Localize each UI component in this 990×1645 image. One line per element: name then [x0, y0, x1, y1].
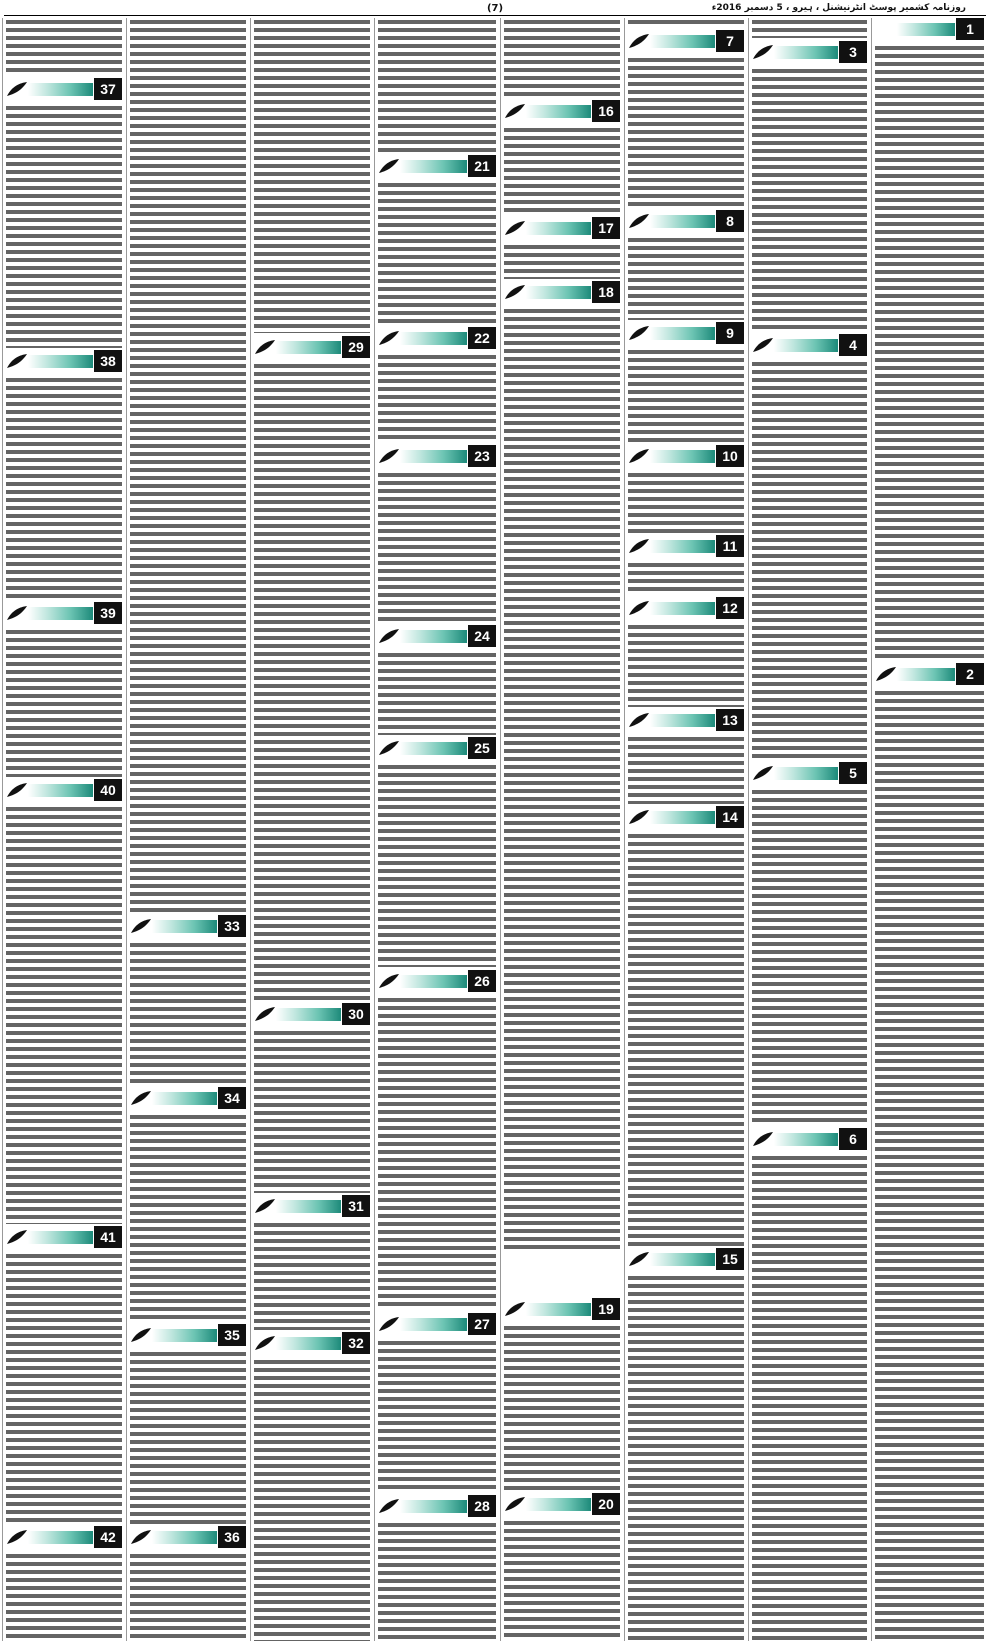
item-number-badge: 42: [94, 1526, 122, 1548]
item-header: [6, 779, 122, 803]
newspaper-dateline: روزنامہ کشمیر پوسٹ انٹرنیشنل ، ہیرو ، 5 دسمبر 2016ء: [711, 3, 966, 13]
item-number-badge: 39: [94, 602, 122, 624]
item-header: [752, 762, 867, 786]
item-header: [254, 1332, 370, 1356]
header-bar: [28, 607, 93, 620]
leaf-icon: [378, 628, 400, 645]
item-number-badge: 7: [716, 30, 744, 52]
news-item-continued: [130, 18, 246, 913]
item-number-badge: 10: [716, 445, 744, 467]
item-number-badge: 3: [839, 41, 867, 63]
header-bar: [152, 1329, 217, 1342]
leaf-icon: [752, 765, 774, 782]
news-item-6: [752, 1128, 867, 1641]
header-bar: [650, 35, 715, 48]
leaf-icon: [254, 1335, 276, 1352]
item-number-badge: 31: [342, 1195, 370, 1217]
item-number-badge: 19: [592, 1298, 620, 1320]
leaf-icon: [6, 1529, 28, 1546]
article-text: [628, 832, 744, 1246]
item-header: [6, 602, 122, 626]
item-header: [6, 1226, 122, 1250]
item-number-badge: 35: [218, 1324, 246, 1346]
article-text: [875, 689, 984, 1641]
item-number-badge: 18: [592, 281, 620, 303]
leaf-icon: [628, 538, 650, 555]
header-bar: [774, 46, 838, 59]
leaf-icon: [628, 33, 650, 50]
article-text: [378, 1521, 496, 1641]
leaf-icon: [752, 337, 774, 354]
leaf-icon: [6, 81, 28, 98]
news-item-5: [752, 762, 867, 1122]
page-number: (7): [486, 3, 504, 14]
item-number-badge: 34: [218, 1087, 246, 1109]
leaf-icon: [378, 1498, 400, 1515]
news-item-19: [504, 1298, 620, 1490]
news-item-7: [628, 30, 744, 208]
header-bar: [650, 714, 715, 727]
item-header: [628, 322, 744, 346]
news-item-27: [378, 1313, 496, 1493]
header-bar: [650, 450, 715, 463]
item-number-badge: 30: [342, 1003, 370, 1025]
item-number-badge: 28: [468, 1495, 496, 1517]
header-bar: [526, 105, 591, 118]
article-text: [628, 471, 744, 533]
leaf-icon: [628, 213, 650, 230]
news-item-30: [254, 1003, 370, 1193]
header-bar: [28, 355, 93, 368]
article-text: [504, 243, 620, 279]
item-header: [130, 1526, 246, 1550]
news-item-31: [254, 1195, 370, 1330]
header-bar: [650, 540, 715, 553]
leaf-icon: [628, 809, 650, 826]
item-header: [628, 806, 744, 830]
header-bar: [276, 341, 341, 354]
item-header: [628, 535, 744, 559]
header-bar: [774, 1133, 838, 1146]
leaf-icon: [378, 330, 400, 347]
news-item-1: [875, 18, 984, 658]
item-number-badge: 8: [716, 210, 744, 232]
item-header: [254, 1195, 370, 1219]
news-item-26: [378, 970, 496, 1310]
news-item-14: [628, 806, 744, 1246]
item-number-badge: 36: [218, 1526, 246, 1548]
news-item-16: [504, 100, 620, 215]
header-bar: [526, 286, 591, 299]
article-text: [6, 1552, 122, 1641]
item-number-badge: 6: [839, 1128, 867, 1150]
news-item-34: [130, 1087, 246, 1322]
header-bar: [152, 920, 217, 933]
item-header: [752, 41, 867, 65]
leaf-icon: [130, 918, 152, 935]
leaf-icon: [504, 1301, 526, 1318]
item-header: [378, 327, 496, 351]
item-number-badge: 41: [94, 1226, 122, 1248]
leaf-icon: [504, 284, 526, 301]
header-bar: [276, 1008, 341, 1021]
news-item-25: [378, 737, 496, 967]
item-header: [378, 625, 496, 649]
item-number-badge: 37: [94, 78, 122, 100]
news-item-35: [130, 1324, 246, 1524]
item-number-badge: 15: [716, 1248, 744, 1270]
news-item-3: [752, 41, 867, 331]
article-text: [628, 348, 744, 442]
article-text: [378, 651, 496, 735]
news-item-24: [378, 625, 496, 735]
article-text: [504, 18, 620, 98]
item-header: [130, 1324, 246, 1348]
header-bar: [28, 1531, 93, 1544]
leaf-icon: [378, 448, 400, 465]
article-text: [752, 788, 867, 1122]
article-text: [628, 623, 744, 707]
column-4: [500, 18, 623, 1641]
news-item-37: [6, 78, 122, 348]
news-item-22: [378, 327, 496, 442]
article-text: [6, 18, 122, 76]
news-item-9: [628, 322, 744, 442]
item-header: [130, 1087, 246, 1111]
item-header: [378, 445, 496, 469]
leaf-icon: [254, 1006, 276, 1023]
article-text: [875, 44, 984, 658]
news-item-42: [6, 1526, 122, 1641]
leaf-icon: [130, 1090, 152, 1107]
leaf-icon: [6, 782, 28, 799]
article-text: [6, 628, 122, 777]
column-5: [374, 18, 499, 1641]
item-header: [875, 18, 984, 42]
article-text: [130, 18, 246, 913]
item-number-badge: 33: [218, 915, 246, 937]
header-bar: [526, 222, 591, 235]
news-item-39: [6, 602, 122, 777]
column-7: [126, 18, 249, 1641]
header-bar: [400, 160, 467, 173]
item-header: [130, 915, 246, 939]
news-item-11: [628, 535, 744, 595]
leaf-icon: [628, 325, 650, 342]
news-item-32: [254, 1332, 370, 1641]
item-number-badge: 38: [94, 350, 122, 372]
article-text: [378, 763, 496, 967]
item-number-badge: 20: [592, 1493, 620, 1515]
leaf-icon: [6, 605, 28, 622]
article-text: [378, 471, 496, 623]
item-number-badge: 27: [468, 1313, 496, 1335]
article-text: [628, 236, 744, 320]
leaf-icon: [504, 103, 526, 120]
item-number-badge: 22: [468, 327, 496, 349]
item-header: [628, 1248, 744, 1272]
item-header: [752, 1128, 867, 1152]
item-number-badge: 11: [716, 535, 744, 557]
item-header: [504, 217, 620, 241]
article-text: [130, 1113, 246, 1322]
news-item-8: [628, 210, 744, 320]
article-text: [130, 1552, 246, 1641]
item-number-badge: 14: [716, 806, 744, 828]
article-text: [254, 18, 370, 333]
article-text: [378, 18, 496, 153]
item-number-badge: 13: [716, 709, 744, 731]
article-text: [378, 1339, 496, 1493]
item-header: [378, 1313, 496, 1337]
leaf-icon: [378, 740, 400, 757]
article-text: [628, 1274, 744, 1641]
item-header: [6, 350, 122, 374]
leaf-icon: [6, 1229, 28, 1246]
header-bar: [650, 811, 715, 824]
header-bar: [400, 742, 467, 755]
header-bar: [28, 784, 93, 797]
header-bar: [774, 767, 838, 780]
article-text: [628, 561, 744, 595]
item-header: [378, 737, 496, 761]
leaf-icon: [752, 1131, 774, 1148]
item-header: [254, 1003, 370, 1027]
article-text: [504, 126, 620, 215]
news-item-38: [6, 350, 122, 600]
leaf-icon: [628, 600, 650, 617]
item-header: [628, 30, 744, 54]
article-text: [752, 360, 867, 759]
article-text: [752, 18, 867, 38]
header-bar: [276, 1200, 341, 1213]
leaf-icon: [752, 44, 774, 61]
leaf-icon: [628, 448, 650, 465]
item-header: [628, 210, 744, 234]
news-item-17: [504, 217, 620, 279]
article-text: [628, 18, 744, 28]
article-text: [254, 362, 370, 1001]
item-header: [6, 78, 122, 102]
header-bar: [526, 1498, 591, 1511]
header-bar: [400, 975, 467, 988]
header-bar: [650, 602, 715, 615]
item-number-badge: 12: [716, 597, 744, 619]
item-number-badge: 4: [839, 334, 867, 356]
leaf-icon: [875, 666, 897, 683]
article-text: [628, 56, 744, 208]
news-item-13: [628, 709, 744, 804]
item-number-badge: 24: [468, 625, 496, 647]
item-header: [504, 1493, 620, 1517]
news-item-continued: [378, 18, 496, 153]
news-item-2: [875, 663, 984, 1641]
header-bar: [400, 1318, 467, 1331]
news-item-12: [628, 597, 744, 707]
news-item-18: [504, 281, 620, 1251]
leaf-icon: [130, 1529, 152, 1546]
leaf-icon: [378, 973, 400, 990]
leaf-icon: [504, 1496, 526, 1513]
item-header: [504, 281, 620, 305]
news-item-41: [6, 1226, 122, 1524]
leaf-icon: [6, 353, 28, 370]
news-item-40: [6, 779, 122, 1224]
article-text: [378, 181, 496, 325]
leaf-icon: [628, 1251, 650, 1268]
leaf-icon: [628, 712, 650, 729]
item-number-badge: 32: [342, 1332, 370, 1354]
article-text: [6, 1252, 122, 1524]
item-number-badge: 2: [956, 663, 984, 685]
article-text: [378, 353, 496, 442]
header-bar: [400, 630, 467, 643]
item-header: [628, 445, 744, 469]
item-number-badge: 16: [592, 100, 620, 122]
news-item-0-continued: [752, 18, 867, 38]
item-number-badge: 26: [468, 970, 496, 992]
item-header: [254, 336, 370, 360]
header-bar: [650, 1253, 715, 1266]
news-item-20: [504, 1493, 620, 1641]
item-header: [875, 663, 984, 687]
article-text: [254, 1358, 370, 1641]
article-text: [628, 735, 744, 804]
header-bar: [152, 1531, 217, 1544]
article-text: [752, 67, 867, 331]
article-text: [504, 307, 620, 1251]
header-bar: [526, 1303, 591, 1316]
item-header: [504, 1298, 620, 1322]
header-bar: [897, 23, 955, 36]
item-number-badge: 40: [94, 779, 122, 801]
item-number-badge: 21: [468, 155, 496, 177]
news-item-10: [628, 445, 744, 533]
leaf-icon: [378, 1316, 400, 1333]
news-item-33: [130, 915, 246, 1085]
news-item-36: [130, 1526, 246, 1641]
news-item-4: [752, 334, 867, 759]
item-header: [378, 1495, 496, 1519]
item-header: [504, 100, 620, 124]
news-item-28: [378, 1495, 496, 1641]
item-header: [628, 709, 744, 733]
item-number-badge: 17: [592, 217, 620, 239]
leaf-icon: [254, 1198, 276, 1215]
news-item-2-continued: [628, 18, 744, 28]
article-text: [752, 1154, 867, 1641]
header-bar: [400, 332, 467, 345]
item-number-badge: 29: [342, 336, 370, 358]
header-bar: [897, 668, 955, 681]
header-bar: [28, 83, 93, 96]
article-text: [378, 996, 496, 1310]
item-header: [6, 1526, 122, 1550]
article-text: [254, 1221, 370, 1330]
column-2: [748, 18, 870, 1641]
leaf-icon: [254, 339, 276, 356]
article-text: [254, 1029, 370, 1193]
column-1: [871, 18, 987, 1641]
article-text: [6, 376, 122, 600]
article-text: [504, 1519, 620, 1641]
column-6: [250, 18, 373, 1641]
item-header: [378, 155, 496, 179]
masthead: [4, 2, 986, 16]
news-item-23: [378, 445, 496, 623]
header-bar: [400, 1500, 467, 1513]
column-3: [624, 18, 747, 1641]
item-number-badge: 23: [468, 445, 496, 467]
item-header: [378, 970, 496, 994]
article-text: [130, 941, 246, 1085]
item-number-badge: 25: [468, 737, 496, 759]
header-bar: [650, 327, 715, 340]
news-item-21: [378, 155, 496, 325]
item-number-badge: 9: [716, 322, 744, 344]
news-item-continued: [6, 18, 122, 76]
header-bar: [774, 339, 838, 352]
article-text: [6, 104, 122, 348]
item-header: [628, 597, 744, 621]
header-bar: [152, 1092, 217, 1105]
header-bar: [28, 1231, 93, 1244]
item-number-badge: 1: [956, 18, 984, 40]
leaf-icon: [130, 1327, 152, 1344]
column-8: [2, 18, 125, 1641]
header-bar: [276, 1337, 341, 1350]
news-item-29: [254, 336, 370, 1001]
news-item-15: [628, 1248, 744, 1641]
header-bar: [400, 450, 467, 463]
article-text: [130, 1350, 246, 1524]
leaf-icon: [378, 158, 400, 175]
article-text: [6, 805, 122, 1224]
item-header: [752, 334, 867, 358]
leaf-icon: [504, 220, 526, 237]
news-item-continued: [254, 18, 370, 333]
header-bar: [650, 215, 715, 228]
article-text: [504, 1324, 620, 1490]
item-number-badge: 5: [839, 762, 867, 784]
news-item-continued: [504, 18, 620, 98]
